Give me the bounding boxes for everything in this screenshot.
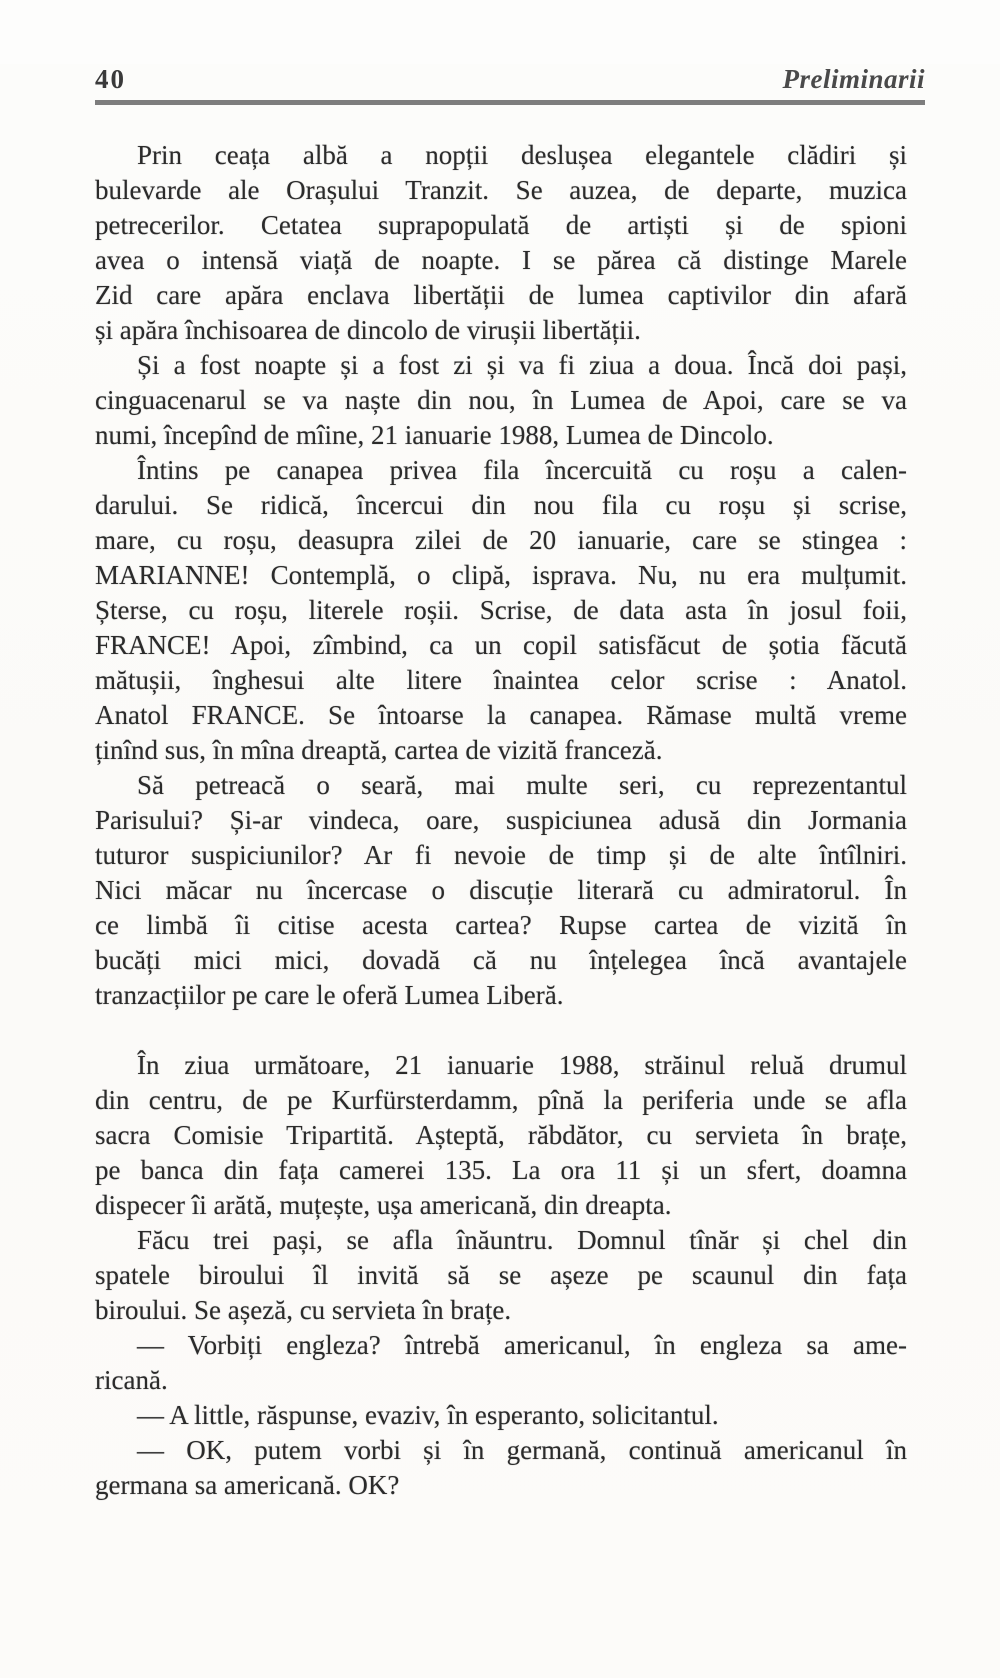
text-line: Și a fost noapte și a fost zi și va fi ziua a doua. Încă doi pași,	[137, 350, 907, 380]
text-line: petrecerilor. Cetatea suprapopulată de artiști și de spioni	[95, 210, 907, 240]
text-line: ce limbă îi citise acesta cartea? Rupse cartea de vizită în	[95, 910, 907, 940]
paragraph	[95, 348, 907, 453]
text-line: biroului. Se așeză, cu servieta în brațe.	[95, 1295, 512, 1325]
text-line: Întins pe canapea privea fila încercuită cu roșu a calen-	[137, 455, 907, 485]
text-line: bucăți mici mici, dovadă că nu înțelegea încă avantajele	[95, 945, 907, 975]
chapter-title: Preliminarii	[782, 64, 925, 94]
book-page	[0, 64, 1000, 1678]
paragraph	[95, 1223, 907, 1328]
text-line: Anatol FRANCE. Se întoarse la canapea. Rămase multă vreme	[95, 700, 907, 730]
text-line: mare, cu roșu, deasupra zilei de 20 ianuarie, care se stingea :	[95, 525, 907, 555]
text-line: mătușii, înghesui alte litere înaintea celor scrise : Anatol.	[95, 665, 907, 695]
text-line: Prin ceața albă a nopții deslușea elegantele clădiri și	[137, 140, 907, 170]
text-line: Nici măcar nu încercase o discuție literară cu admiratorul. În	[95, 875, 907, 905]
text-line: pe banca din fața camerei 135. La ora 11 și un sfert, doamna	[95, 1155, 907, 1185]
text-line: numi, începînd de mîine, 21 ianuarie 1988, Lumea de Dincolo.	[95, 420, 774, 450]
paragraph	[95, 768, 907, 1013]
text-line: Făcu trei pași, se afla înăuntru. Domnul tînăr și chel din	[137, 1225, 907, 1255]
text-line: și apăra închisoarea de dincolo de virușii libertății.	[95, 315, 641, 345]
text-line: ținînd sus, în mîna dreaptă, cartea de vizită franceză.	[95, 735, 663, 765]
text-line: dispecer îi arătă, muțește, ușa americană, din dreapta.	[95, 1190, 672, 1220]
text-line: — OK, putem vorbi și în germană, continuă americanul în	[137, 1435, 907, 1465]
text-line: germana sa americană. OK?	[95, 1470, 400, 1500]
text-line: din centru, de pe Kurfürsterdamm, pînă la periferia unde se afla	[95, 1085, 907, 1115]
paragraph	[95, 1328, 907, 1398]
paragraph	[95, 1398, 907, 1433]
running-header	[95, 64, 925, 105]
text-line: sacra Comisie Tripartită. Așteptă, răbdător, cu servieta în brațe,	[95, 1120, 907, 1150]
paragraph	[95, 453, 907, 768]
text-line: Șterse, cu roșu, literele roșii. Scrise, de data asta în josul foii,	[95, 595, 907, 625]
paragraph	[95, 1048, 907, 1223]
text-line: darului. Se ridică, încercui din nou fila cu roșu și scrise,	[95, 490, 907, 520]
text-line: tuturor suspiciunilor? Ar fi nevoie de timp și de alte întîlniri.	[95, 840, 907, 870]
page-body	[95, 138, 907, 1503]
text-line: spatele biroului îl invită să se așeze pe scaunul din fața	[95, 1260, 907, 1290]
text-line: tranzacțiilor pe care le oferă Lumea Liberă.	[95, 980, 564, 1010]
text-line: avea o intensă viață de noapte. I se părea că distinge Marele	[95, 245, 907, 275]
text-line: Zid care apăra enclava libertății de lumea captivilor din afară	[95, 280, 907, 310]
text-line: FRANCE! Apoi, zîmbind, ca un copil satisfăcut de șotia făcută	[95, 630, 907, 660]
text-line: — Vorbiți engleza? întrebă americanul, în engleza sa ame-	[137, 1330, 907, 1360]
text-line: — A little, răspunse, evaziv, în esperanto, solicitantul.	[137, 1400, 719, 1430]
text-line: Să petreacă o seară, mai multe seri, cu reprezentantul	[137, 770, 907, 800]
paragraph	[95, 138, 907, 348]
text-line: bulevarde ale Orașului Tranzit. Se auzea, de departe, muzica	[95, 175, 907, 205]
text-line: Parisului? Și-ar vindeca, oare, suspiciunea adusă din Jormania	[95, 805, 907, 835]
text-line: cinguacenarul se va naște din nou, în Lumea de Apoi, care se va	[95, 385, 907, 415]
text-line: MARIANNE! Contemplă, o clipă, isprava. Nu, nu era mulțumit.	[95, 560, 907, 590]
page-number: 40	[95, 64, 126, 94]
text-line: ricană.	[95, 1365, 168, 1395]
paragraph	[95, 1433, 907, 1503]
text-line: În ziua următoare, 21 ianuarie 1988, străinul reluă drumul	[137, 1050, 907, 1080]
